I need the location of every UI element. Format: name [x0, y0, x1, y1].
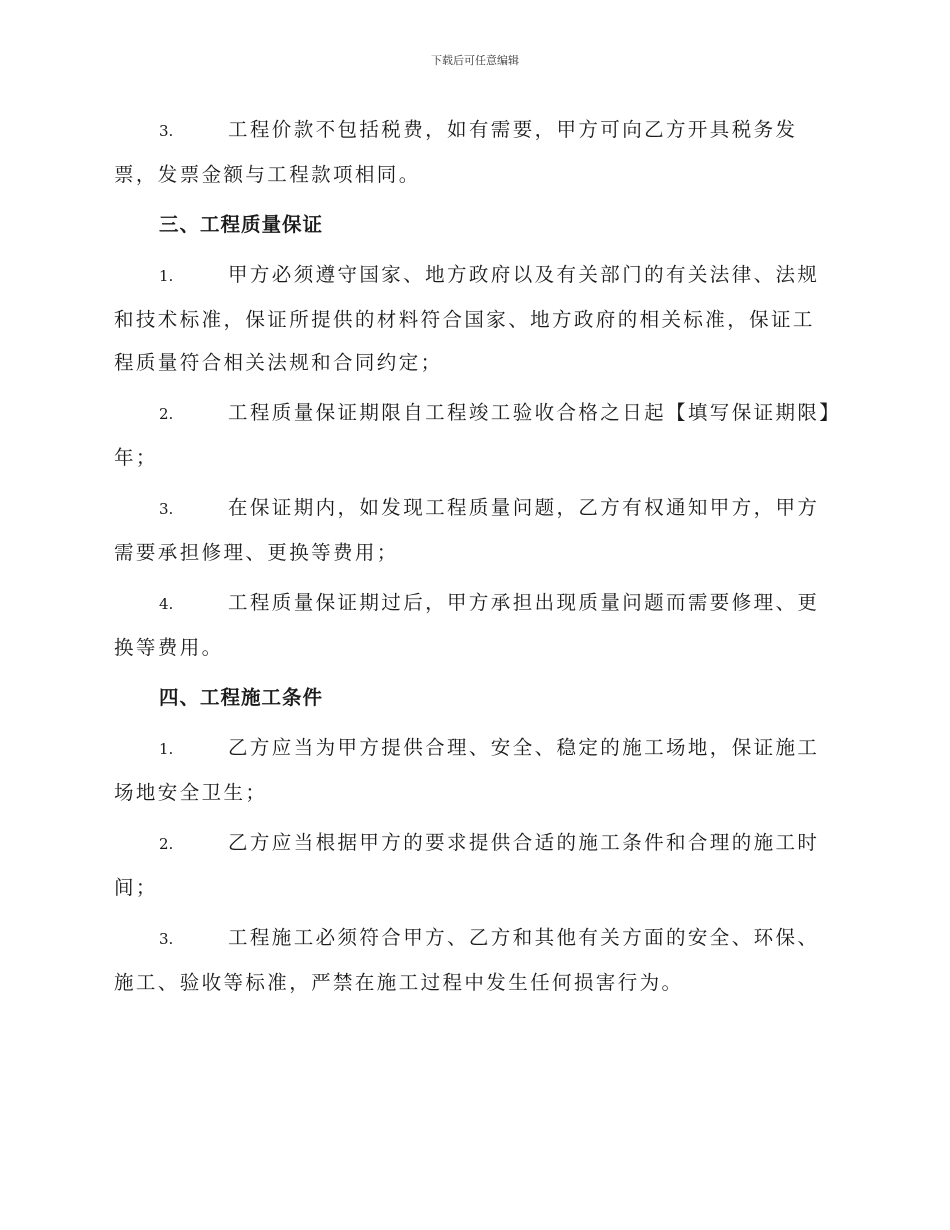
document-body	[114, 108, 834, 1011]
list-item	[114, 108, 834, 196]
list-item	[114, 486, 834, 574]
item-number: 2.	[159, 835, 174, 853]
list-item	[114, 253, 834, 384]
item-number: 3.	[159, 500, 174, 518]
list-item	[114, 726, 834, 814]
list-item	[114, 916, 834, 1004]
item-number: 3.	[159, 122, 174, 140]
item-number: 1.	[159, 740, 174, 758]
item-number: 2.	[159, 405, 174, 423]
list-item	[114, 581, 834, 669]
item-text: 工程质量保证期限自工程竣工验收合格之日起【填写保证期限】年；	[114, 401, 832, 469]
item-text: 工程施工必须符合甲方、乙方和其他有关方面的安全、环保、施工、验收等标准，严禁在施工过程中发生任何损害行为。	[114, 926, 820, 994]
item-text: 在保证期内，如发现工程质量问题，乙方有权通知甲方，甲方需要承担修理、更换等费用；	[114, 496, 820, 564]
item-text: 甲方必须遵守国家、地方政府以及有关部门的有关法律、法规和技术标准，保证所提供的材料符合国家、地方政府的相关标准，保证工程质量符合相关法规和合同约定；	[114, 263, 820, 374]
item-text: 工程价款不包括税费，如有需要，甲方可向乙方开具税务发票，发票金额与工程款项相同。	[114, 118, 798, 186]
item-number: 3.	[159, 930, 174, 948]
item-text: 乙方应当为甲方提供合理、安全、稳定的施工场地，保证施工场地安全卫生；	[114, 736, 820, 804]
item-text: 工程质量保证期过后，甲方承担出现质量问题而需要修理、更换等费用。	[114, 591, 820, 659]
item-text: 乙方应当根据甲方的要求提供合适的施工条件和合理的施工时间；	[114, 831, 820, 899]
item-number: 1.	[159, 267, 174, 285]
list-item	[114, 391, 834, 479]
page-header: 下载后可任意编辑	[431, 54, 519, 67]
section-heading: 四、工程施工条件	[159, 686, 324, 709]
item-number: 4.	[159, 595, 174, 613]
section-heading: 三、工程质量保证	[159, 213, 324, 236]
list-item	[114, 821, 834, 909]
